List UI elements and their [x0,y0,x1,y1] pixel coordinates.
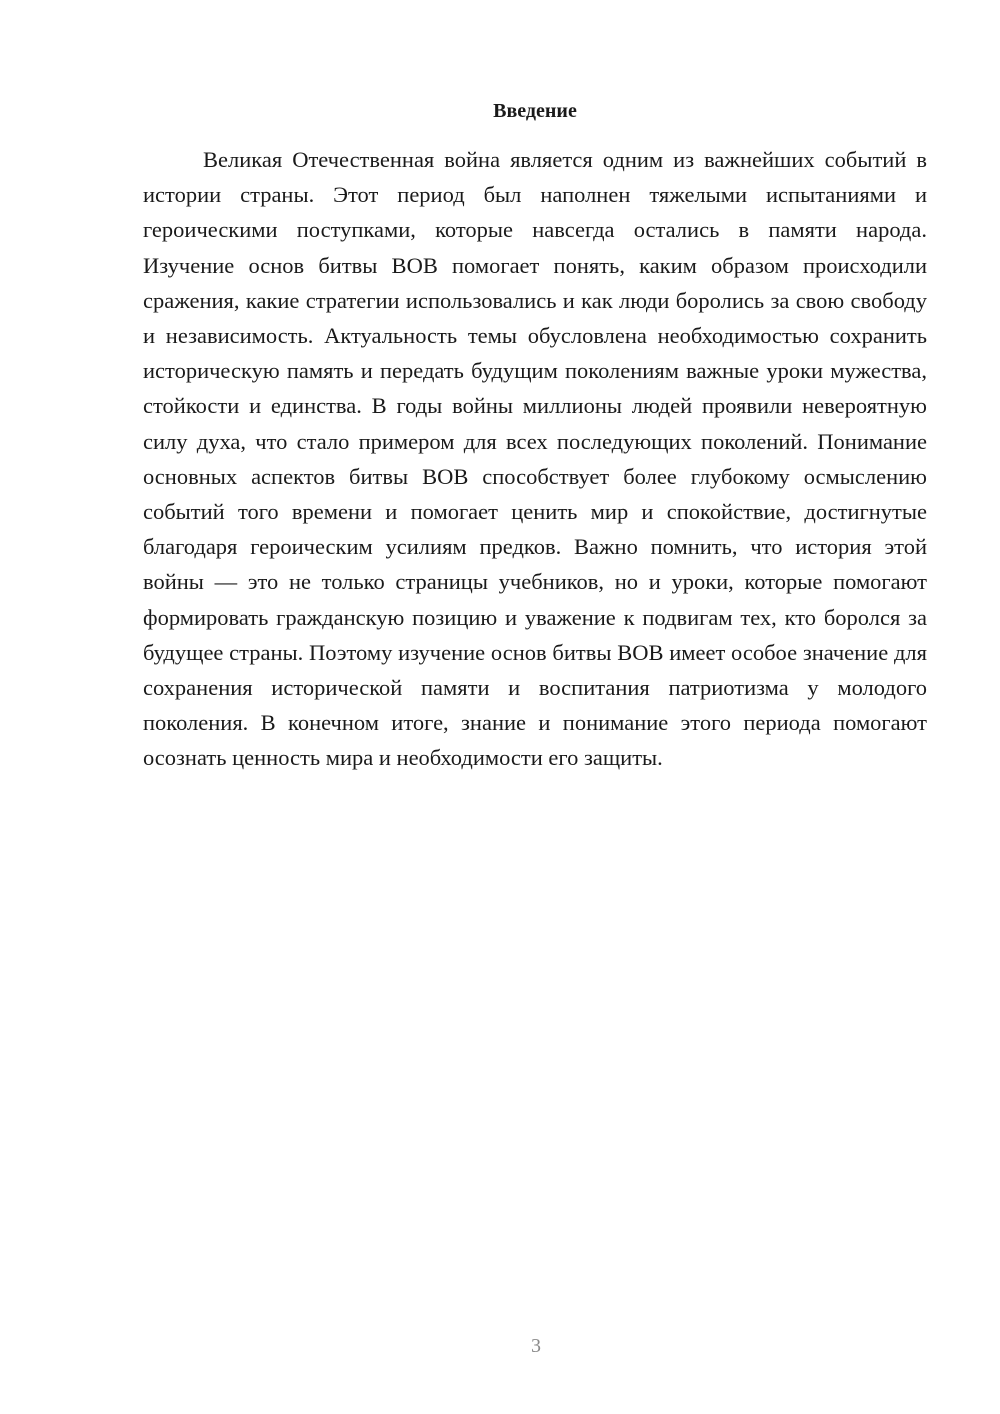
body-paragraph: Великая Отечественная война является одним из важнейших событий в истории страны. Этот период был наполнен тяжелыми испытаниями и героическими поступками, которые навсегда остались в памяти народа. Изучение основ битвы ВОВ помогает понять, каким образом происходили сражения, какие стратегии использовались и как люди боролись за свою свободу и независимость. Актуальность темы обусловлена необходимостью сохранить историческую память и передать будущим поколениям важные уроки мужества, стойкости и единства. В годы войны миллионы людей проявили невероятную силу духа, что стало примером для всех последующих поколений. Понимание основных аспектов битвы ВОВ способствует более глубокому осмыслению событий того времени и помогает ценить мир и спокойствие, достигнутые благодаря героическим усилиям предков. Важно помнить, что история этой войны — это не только страницы учебников, но и уроки, которые помогают формировать гражданскую позицию и уважение к подвигам тех, кто боролся за будущее страны. Поэтому изучение основ битвы ВОВ имеет особое значение для сохранения исторической памяти и воспитания патриотизма у молодого поколения. В конечном итоге, знание и понимание этого периода помогают осознать ценность мира и необходимости его защиты. [143,147,927,771]
section-heading: Введение [493,100,577,122]
page-number: 3 [531,1335,541,1357]
